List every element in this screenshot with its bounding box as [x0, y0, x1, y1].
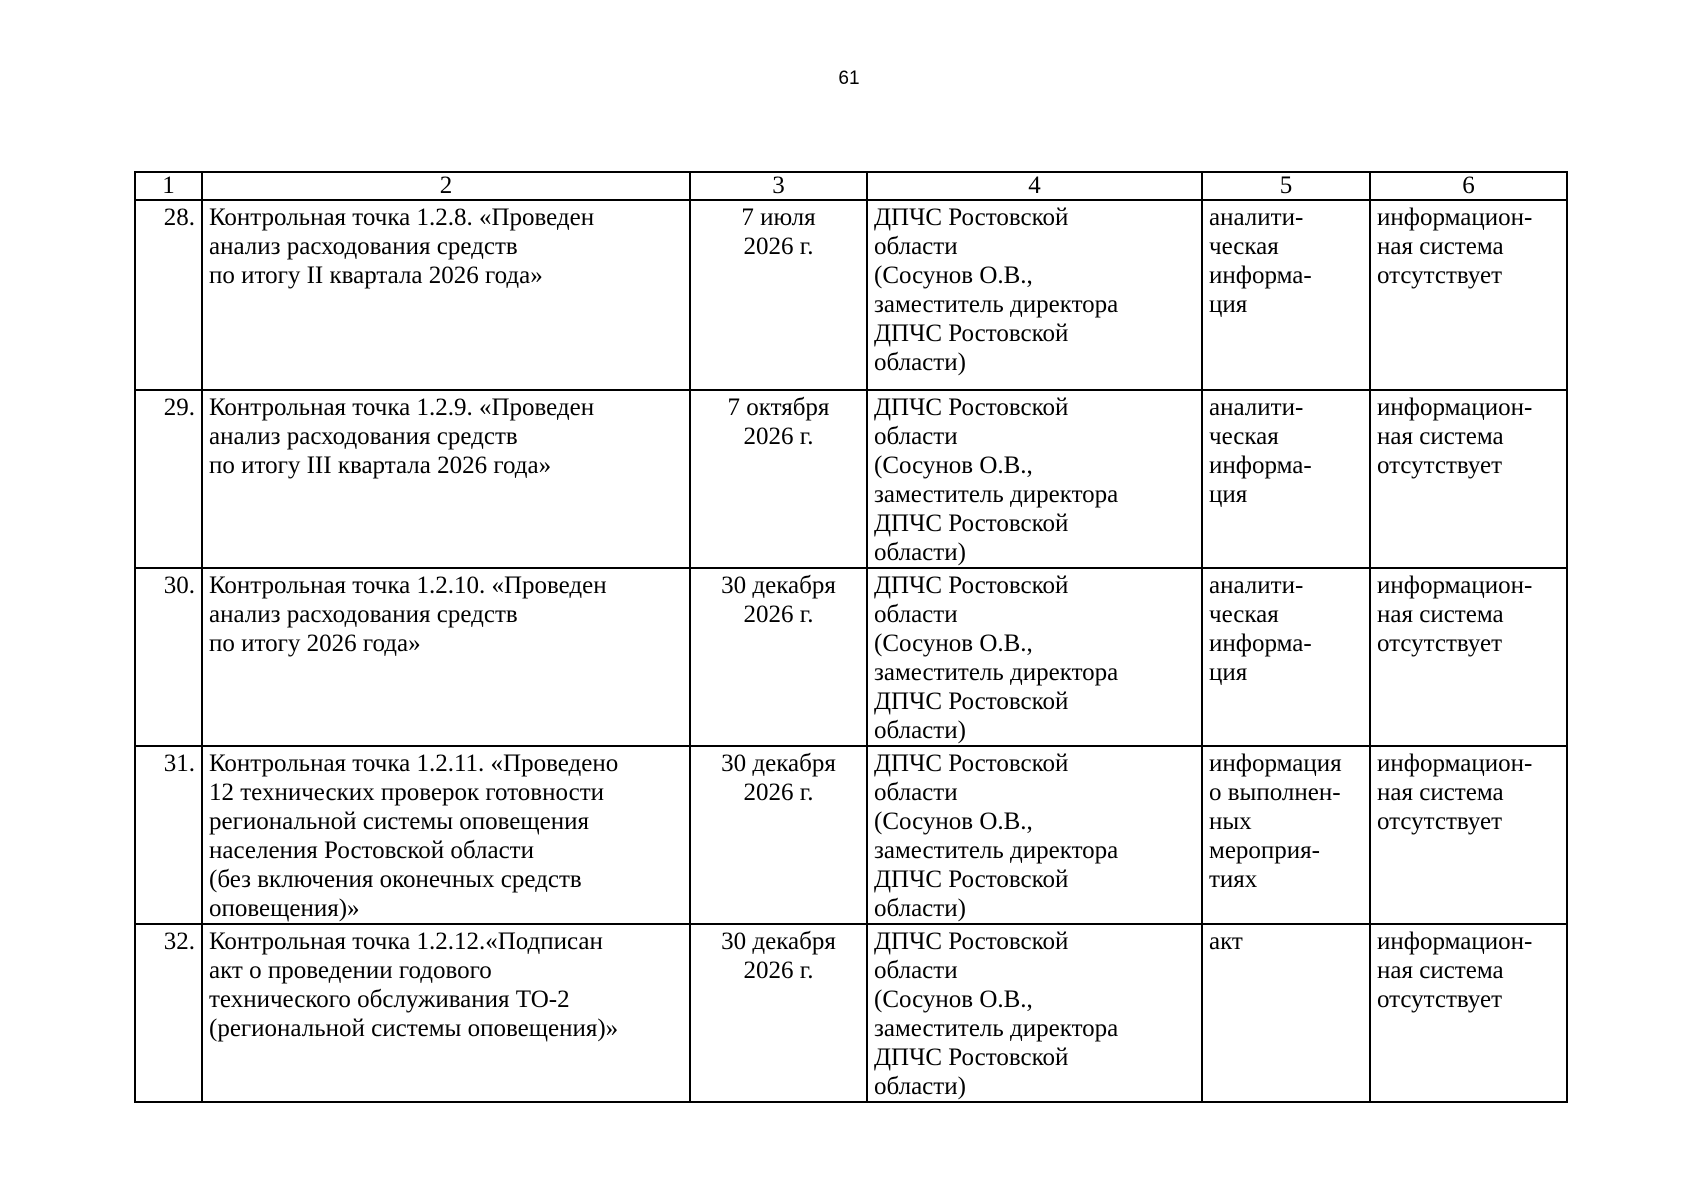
control-point-title: Контрольная точка 1.2.10. «Проведен анализ расходования средств по итогу 2026 года»: [202, 568, 690, 746]
document-type: аналити- ческая информа- ция: [1202, 568, 1370, 746]
document-type: аналити- ческая информа- ция: [1202, 390, 1370, 568]
header-cell-1: 1: [135, 172, 202, 200]
header-cell-5: 5: [1202, 172, 1370, 200]
information-system: информацион- ная система отсутствует: [1370, 200, 1567, 390]
header-cell-2: 2: [202, 172, 690, 200]
responsible-party: ДПЧС Ростовской области (Сосунов О.В., заместитель директора ДПЧС Ростовской области): [867, 390, 1202, 568]
responsible-party: ДПЧС Ростовской области (Сосунов О.В., заместитель директора ДПЧС Ростовской области): [867, 568, 1202, 746]
page-number: 61: [838, 68, 860, 89]
control-point-title: Контрольная точка 1.2.8. «Проведен анализ расходования средств по итогу II квартала 2026 года»: [202, 200, 690, 390]
information-system: информацион- ная система отсутствует: [1370, 924, 1567, 1102]
header-cell-6: 6: [1370, 172, 1567, 200]
control-point-title: Контрольная точка 1.2.11. «Проведено 12 технических проверок готовности региональной системы оповещения населения Ростовской области (без включения оконечных средств оповещения)»: [202, 746, 690, 924]
responsible-party: ДПЧС Ростовской области (Сосунов О.В., заместитель директора ДПЧС Ростовской области): [867, 746, 1202, 924]
document-type: акт: [1202, 924, 1370, 1102]
table-row: [135, 746, 1567, 924]
row-number: 28.: [135, 200, 202, 390]
row-number: 31.: [135, 746, 202, 924]
information-system: информацион- ная система отсутствует: [1370, 568, 1567, 746]
document-type: информация о выполнен- ных мероприя- тиях: [1202, 746, 1370, 924]
table-row: [135, 924, 1567, 1102]
row-number: 32.: [135, 924, 202, 1102]
information-system: информацион- ная система отсутствует: [1370, 746, 1567, 924]
table-row: [135, 568, 1567, 746]
row-number: 30.: [135, 568, 202, 746]
table-row: [135, 390, 1567, 568]
responsible-party: ДПЧС Ростовской области (Сосунов О.В., заместитель директора ДПЧС Ростовской области): [867, 200, 1202, 390]
due-date: 7 июля 2026 г.: [690, 200, 867, 390]
due-date: 30 декабря 2026 г.: [690, 746, 867, 924]
header-cell-3: 3: [690, 172, 867, 200]
control-point-title: Контрольная точка 1.2.9. «Проведен анализ расходования средств по итогу III квартала 2026 года»: [202, 390, 690, 568]
document-type: аналити- ческая информа- ция: [1202, 200, 1370, 390]
header-cell-4: 4: [867, 172, 1202, 200]
due-date: 30 декабря 2026 г.: [690, 568, 867, 746]
table-header-row: [135, 172, 1567, 200]
table-row: [135, 200, 1567, 390]
responsible-party: ДПЧС Ростовской области (Сосунов О.В., заместитель директора ДПЧС Ростовской области): [867, 924, 1202, 1102]
information-system: информацион- ная система отсутствует: [1370, 390, 1567, 568]
control-point-title: Контрольная точка 1.2.12.«Подписан акт о проведении годового технического обслуживания ТО-2 (региональной системы оповещения)»: [202, 924, 690, 1102]
due-date: 30 декабря 2026 г.: [690, 924, 867, 1102]
row-number: 29.: [135, 390, 202, 568]
control-points-table: [134, 171, 1568, 1103]
due-date: 7 октября 2026 г.: [690, 390, 867, 568]
